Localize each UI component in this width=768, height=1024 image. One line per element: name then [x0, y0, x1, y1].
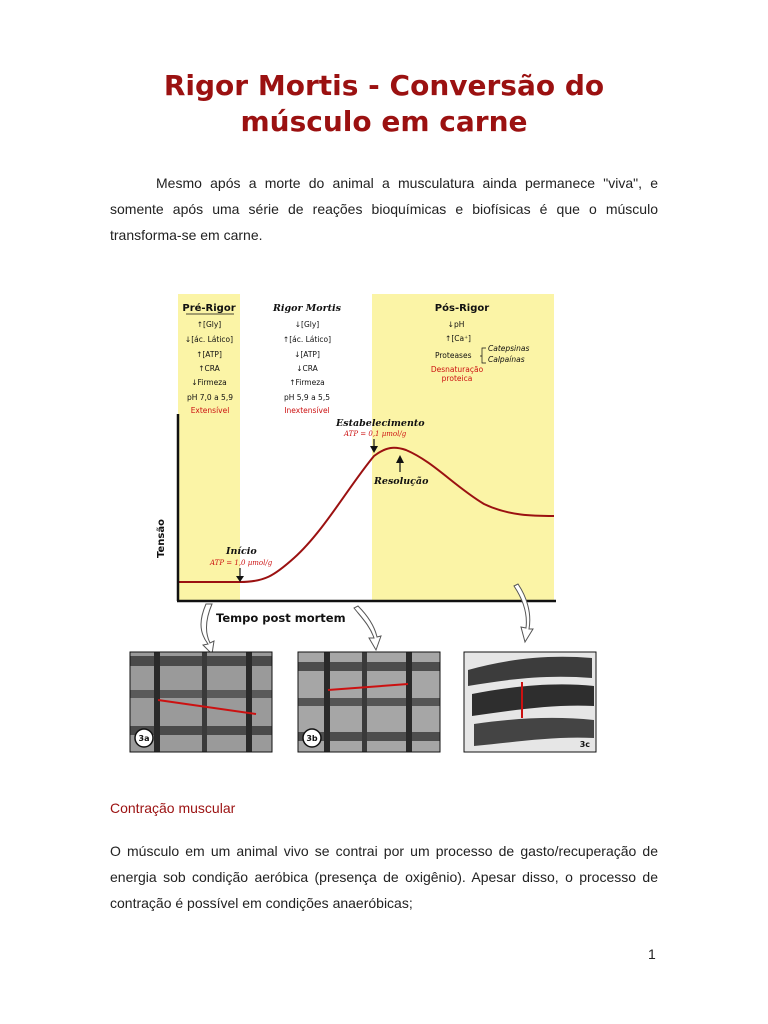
- body-paragraph: O músculo em um animal vivo se contrai por um processo de gasto/recuperação de energia sob condição aeróbica (presença de oxigênio). Apesar disso, o processo de contração é possível em condições anaeróbicas;: [110, 843, 658, 911]
- rigor-ph: pH 5,9 a 5,5: [283, 393, 331, 402]
- pre-rigor-line: ↓Firmeza: [191, 378, 227, 387]
- rigor-mortis-figure: [124, 286, 604, 760]
- pos-rigor-line: ↑[Ca⁺]: [445, 334, 471, 343]
- page-number: 1: [648, 946, 656, 962]
- title-line-1: Rigor Mortis - Conversão do: [163, 69, 605, 102]
- denaturation-label: Desnaturação: [430, 365, 484, 374]
- pre-rigor-heading: Pré-Rigor: [182, 303, 236, 314]
- pre-rigor-line: ↑[Gly]: [196, 320, 222, 329]
- rigor-line: ↓CRA: [296, 364, 318, 373]
- micrograph-3b: [298, 652, 440, 752]
- atp-estab-label: ATP = 0,1 µmol/g: [344, 430, 407, 438]
- micrograph-zline: [246, 652, 252, 752]
- inicio-label: Início: [226, 546, 257, 557]
- micrograph-band: [298, 698, 440, 706]
- atp-inicio-label: ATP = 1,0 µmol/g: [210, 559, 273, 567]
- rigor-mortis-heading: Rigor Mortis: [273, 303, 341, 314]
- rigor-state: Inextensível: [284, 406, 330, 415]
- enzyme-label: Catepsinas: [488, 344, 530, 353]
- pre-rigor-line: ↑[ATP]: [196, 350, 222, 359]
- micrograph-id: 3c: [579, 740, 590, 749]
- micrograph-zline: [406, 652, 412, 752]
- proteases-label: Proteases: [435, 351, 472, 360]
- micrograph-3c: [464, 652, 596, 752]
- intro-paragraph: Mesmo após a morte do animal a musculatura ainda permanece "viva", e somente após uma série de reações bioquímicas e biofísicas é que o músculo transforma-se em carne.: [110, 175, 658, 243]
- pre-rigor-state: Extensível: [190, 406, 230, 415]
- micrograph-zline: [154, 652, 160, 752]
- rigor-line: ↓[ATP]: [294, 350, 320, 359]
- arrow-to-micrograph-1: [201, 604, 214, 654]
- enzyme-label: Calpaínas: [488, 355, 525, 364]
- denaturation-label: proteica: [441, 374, 473, 383]
- y-axis-label: Tensão: [156, 519, 167, 558]
- micrograph-id: 3a: [138, 734, 150, 743]
- pre-rigor-line: ↑CRA: [198, 364, 220, 373]
- resolucao-label: Resolução: [374, 476, 429, 487]
- x-axis-label: Tempo post mortem: [216, 611, 346, 625]
- micrograph-id: 3b: [306, 734, 318, 743]
- micrograph-band: [298, 662, 440, 671]
- pre-rigor-ph: pH 7,0 a 5,9: [186, 393, 234, 402]
- pos-rigor-line: ↓pH: [447, 320, 465, 329]
- micrograph-zline: [202, 652, 207, 752]
- section-heading: Contração muscular: [110, 800, 236, 816]
- figure-diagram: [124, 286, 604, 760]
- arrow-to-micrograph-2: [354, 606, 381, 650]
- pre-rigor-line: ↓[ác. Lático]: [184, 335, 234, 344]
- micrograph-zline: [324, 652, 330, 752]
- estabelecimento-label: Estabelecimento: [336, 418, 425, 429]
- micrograph-zline: [362, 652, 367, 752]
- document-title: [60, 68, 708, 140]
- rigor-line: ↓[Gly]: [294, 320, 320, 329]
- micrograph-3a: [130, 652, 272, 752]
- title-line-2: músculo em carne: [240, 105, 528, 138]
- rigor-line: ↑[ác. Lático]: [282, 335, 332, 344]
- rigor-line: ↑Firmeza: [289, 378, 325, 387]
- pos-rigor-heading: Pós-Rigor: [434, 303, 490, 314]
